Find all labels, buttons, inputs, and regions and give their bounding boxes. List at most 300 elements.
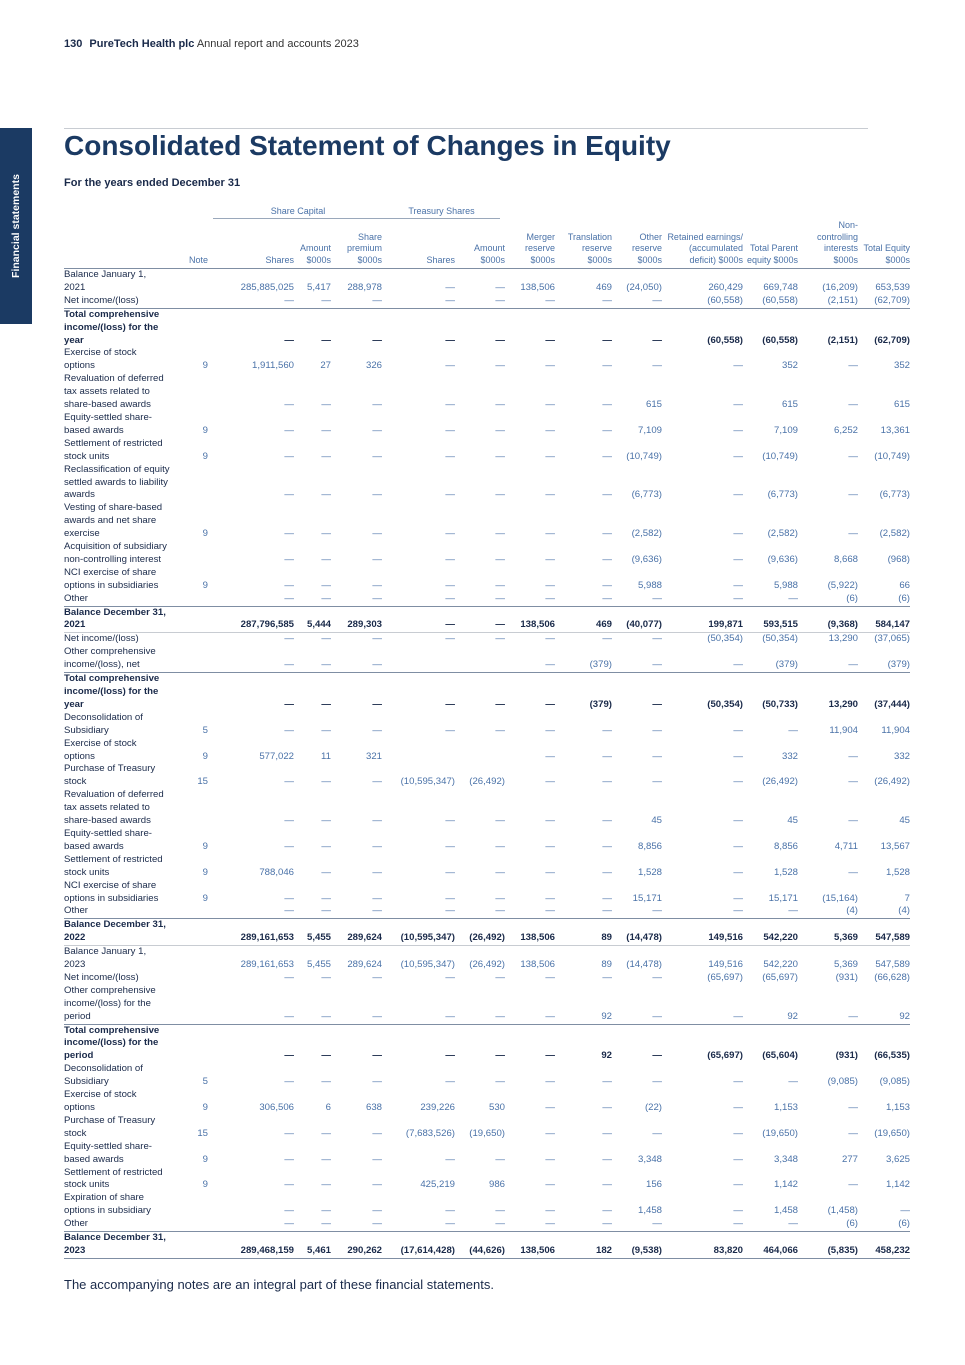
table-cell bbox=[455, 738, 505, 764]
table-cell: — bbox=[602, 1153, 612, 1165]
table-cell: — bbox=[545, 866, 555, 878]
table-cell: — bbox=[495, 489, 505, 501]
table-cell: — bbox=[212, 673, 294, 712]
table-cell: 547,589 bbox=[858, 946, 910, 972]
table-cell: — bbox=[652, 971, 662, 983]
table-row bbox=[64, 295, 910, 308]
table-cell: — bbox=[733, 1205, 743, 1217]
table-cell: — bbox=[848, 815, 858, 827]
table-cell: 1,153 bbox=[885, 1102, 910, 1113]
row-note: 9 bbox=[202, 1102, 208, 1113]
table-cell: — bbox=[331, 673, 382, 712]
table-cell: — bbox=[331, 1024, 382, 1063]
table-cell: — bbox=[445, 1010, 455, 1022]
table-cell: — bbox=[495, 815, 505, 827]
column-header: Shares bbox=[382, 220, 455, 269]
table-cell: — bbox=[545, 1010, 555, 1022]
row-note: 5 bbox=[202, 724, 208, 736]
table-cell: 5,988 bbox=[637, 579, 662, 591]
table-cell: — bbox=[602, 1102, 612, 1113]
table-row bbox=[64, 763, 910, 789]
column-header: Amount $000s bbox=[294, 220, 331, 269]
table-cell: 1,528 bbox=[885, 866, 910, 878]
table-cell: (931) bbox=[835, 971, 858, 983]
table-cell: 5,455 bbox=[294, 919, 331, 946]
table-row bbox=[64, 412, 910, 438]
table-row bbox=[64, 1089, 910, 1115]
table-cell: 45 bbox=[787, 815, 798, 827]
table-cell: (9,085) bbox=[879, 1076, 910, 1088]
row-note bbox=[174, 593, 212, 606]
table-cell: — bbox=[545, 1127, 555, 1139]
table-cell: — bbox=[321, 776, 331, 788]
table-cell: — bbox=[321, 724, 331, 736]
row-label: Balance December 31, 2022 bbox=[64, 919, 174, 946]
table-cell: 1,911,560 bbox=[252, 360, 294, 372]
table-cell: 45 bbox=[651, 815, 662, 827]
table-cell: (66,628) bbox=[874, 971, 910, 983]
table-row bbox=[64, 464, 910, 503]
table-cell: — bbox=[372, 579, 382, 591]
table-row bbox=[64, 919, 910, 946]
table-cell: — bbox=[733, 1076, 743, 1088]
table-cell: (10,749) bbox=[762, 450, 798, 462]
table-cell: — bbox=[652, 905, 662, 917]
table-cell: (22) bbox=[644, 1102, 662, 1113]
table-cell: — bbox=[284, 659, 294, 671]
table-cell: — bbox=[545, 724, 555, 736]
table-cell: 277 bbox=[841, 1153, 858, 1165]
table-cell: — bbox=[445, 1076, 455, 1088]
table-cell: — bbox=[372, 776, 382, 788]
table-cell: 788,046 bbox=[259, 866, 294, 878]
row-note: 9 bbox=[202, 840, 208, 852]
table-cell: — bbox=[455, 673, 505, 712]
table-cell: — bbox=[652, 1127, 662, 1139]
section-side-tab-label: Financial statements bbox=[10, 174, 22, 278]
table-cell: — bbox=[284, 1076, 294, 1088]
table-cell: — bbox=[545, 1179, 555, 1191]
table-cell: 92 bbox=[555, 1024, 612, 1063]
table-cell: 3,348 bbox=[773, 1153, 798, 1165]
row-note bbox=[174, 919, 212, 946]
table-cell: — bbox=[505, 308, 555, 347]
row-note: 9 bbox=[202, 424, 208, 436]
table-cell: (4) bbox=[846, 905, 858, 917]
table-cell: (2,582) bbox=[631, 528, 662, 540]
table-cell: — bbox=[445, 815, 455, 827]
table-cell: — bbox=[455, 606, 505, 633]
table-cell: — bbox=[545, 659, 555, 671]
table-cell: — bbox=[382, 1024, 455, 1063]
row-label: Exercise of stock options bbox=[64, 347, 137, 372]
table-cell: — bbox=[372, 866, 382, 878]
column-header: Translation reserve $000s bbox=[555, 220, 612, 269]
row-note: 9 bbox=[202, 579, 208, 591]
column-header: Shares bbox=[212, 220, 294, 269]
table-cell: — bbox=[545, 1076, 555, 1088]
row-label: NCI exercise of share options in subsidiaries bbox=[64, 566, 159, 591]
table-cell: (50,733) bbox=[743, 673, 798, 712]
table-cell: (60,558) bbox=[662, 308, 743, 347]
row-label: Reclassification of equity settled awards to liability awards bbox=[64, 463, 170, 501]
row-label: Purchase of Treasury stock bbox=[64, 1114, 156, 1139]
row-label: Total comprehensive income/(loss) for the period bbox=[64, 1024, 174, 1063]
table-cell: — bbox=[733, 1218, 743, 1230]
table-cell: — bbox=[733, 815, 743, 827]
table-cell: — bbox=[848, 866, 858, 878]
table-cell: — bbox=[733, 1179, 743, 1191]
column-header: Total Parent equity $000s bbox=[743, 220, 798, 269]
table-cell: 289,303 bbox=[331, 606, 382, 633]
row-label: Exercise of stock options bbox=[64, 1089, 137, 1113]
table-cell: 13,290 bbox=[798, 633, 858, 646]
table-cell: 5,417 bbox=[306, 281, 331, 293]
table-row bbox=[64, 269, 910, 295]
table-cell: — bbox=[372, 892, 382, 904]
table-cell: 239,226 bbox=[420, 1102, 455, 1113]
row-label: Purchase of Treasury stock bbox=[64, 763, 156, 788]
table-cell: — bbox=[372, 971, 382, 983]
table-cell: — bbox=[545, 1205, 555, 1217]
table-cell: — bbox=[372, 724, 382, 736]
table-cell: — bbox=[445, 528, 455, 540]
table-cell: — bbox=[602, 776, 612, 788]
table-cell: 5,444 bbox=[294, 606, 331, 633]
table-cell: — bbox=[372, 1153, 382, 1165]
table-cell: — bbox=[284, 971, 294, 983]
table-cell: (62,709) bbox=[858, 308, 910, 347]
table-cell: (6,773) bbox=[767, 489, 798, 501]
table-cell: — bbox=[294, 633, 331, 646]
table-cell: — bbox=[321, 1218, 331, 1230]
table-cell: — bbox=[284, 399, 294, 411]
table-cell: — bbox=[321, 1205, 331, 1217]
table-cell: — bbox=[848, 659, 858, 671]
table-cell: — bbox=[602, 489, 612, 501]
table-cell: — bbox=[788, 1076, 798, 1088]
table-cell: — bbox=[900, 1205, 910, 1217]
table-cell: — bbox=[602, 553, 612, 565]
treasury-shares-group-label: Treasury Shares bbox=[383, 206, 500, 219]
table-cell: — bbox=[602, 750, 612, 762]
footnote: The accompanying notes are an integral part of these financial statements. bbox=[64, 1277, 494, 1292]
table-cell: 15,171 bbox=[632, 892, 662, 904]
table-cell: (379) bbox=[775, 659, 798, 671]
table-cell: 66 bbox=[899, 579, 910, 591]
table-cell: — bbox=[372, 424, 382, 436]
table-cell: — bbox=[495, 1153, 505, 1165]
row-note bbox=[174, 464, 212, 503]
table-cell: 138,506 bbox=[505, 606, 555, 633]
row-note bbox=[174, 646, 212, 672]
table-cell: — bbox=[284, 776, 294, 788]
table-cell: (50,354) bbox=[662, 633, 743, 646]
table-cell: — bbox=[284, 1218, 294, 1230]
table-cell: 289,624 bbox=[331, 946, 382, 972]
table-cell: — bbox=[733, 528, 743, 540]
table-cell: — bbox=[733, 1102, 743, 1113]
table-cell: — bbox=[495, 866, 505, 878]
table-cell: — bbox=[495, 971, 505, 983]
row-note: 5 bbox=[202, 1076, 208, 1088]
table-cell: — bbox=[284, 1010, 294, 1022]
table-row bbox=[64, 567, 910, 593]
row-label: Other bbox=[64, 592, 88, 604]
table-cell bbox=[382, 646, 455, 672]
table-cell: (60,558) bbox=[762, 294, 798, 306]
table-cell: — bbox=[372, 1218, 382, 1230]
table-cell: 326 bbox=[365, 360, 382, 372]
table-cell: — bbox=[602, 294, 612, 306]
table-cell: 8,856 bbox=[637, 840, 662, 852]
table-row bbox=[64, 606, 910, 633]
table-cell: — bbox=[848, 1102, 858, 1113]
table-row bbox=[64, 985, 910, 1024]
table-cell: — bbox=[545, 528, 555, 540]
table-cell: (6,773) bbox=[631, 489, 662, 501]
table-cell: (2,582) bbox=[767, 528, 798, 540]
row-label: Net income/(loss) bbox=[64, 633, 174, 646]
table-row bbox=[64, 373, 910, 412]
table-row bbox=[64, 946, 910, 972]
table-cell: (9,085) bbox=[827, 1076, 858, 1088]
table-cell: (14,478) bbox=[612, 919, 662, 946]
row-label: Balance December 31, 2023 bbox=[64, 1232, 174, 1259]
table-cell: 92 bbox=[899, 1010, 910, 1022]
table-cell: — bbox=[602, 424, 612, 436]
table-cell: 7,109 bbox=[637, 424, 662, 436]
row-label: Acquisition of subsidiary non-controlling interest bbox=[64, 541, 167, 565]
table-row bbox=[64, 1192, 910, 1218]
table-row bbox=[64, 972, 910, 985]
row-label: Settlement of restricted stock units bbox=[64, 853, 163, 878]
row-note bbox=[174, 946, 212, 972]
table-cell: 1,528 bbox=[773, 866, 798, 878]
table-cell: — bbox=[602, 1179, 612, 1191]
table-row bbox=[64, 593, 910, 606]
column-header: Merger reserve $000s bbox=[505, 220, 555, 269]
table-cell: — bbox=[495, 1076, 505, 1088]
table-cell: 5,988 bbox=[773, 579, 798, 591]
table-cell: — bbox=[321, 815, 331, 827]
row-label: Balance January 1, 2021 bbox=[64, 269, 147, 293]
table-cell: — bbox=[652, 1218, 662, 1230]
table-cell: — bbox=[284, 905, 294, 917]
running-header bbox=[64, 38, 359, 50]
table-cell: — bbox=[612, 1024, 662, 1063]
table-cell: — bbox=[612, 633, 662, 646]
table-cell: 593,515 bbox=[743, 606, 798, 633]
table-cell: 306,506 bbox=[259, 1102, 294, 1113]
table-cell: — bbox=[602, 971, 612, 983]
table-cell: — bbox=[321, 579, 331, 591]
table-cell: (6) bbox=[846, 1218, 858, 1230]
table-cell: (14,478) bbox=[612, 946, 662, 972]
table-cell: 669,748 bbox=[763, 281, 798, 293]
table-cell: — bbox=[495, 553, 505, 565]
table-cell: 289,468,159 bbox=[212, 1232, 294, 1259]
table-cell: — bbox=[495, 1218, 505, 1230]
table-cell: — bbox=[321, 1010, 331, 1022]
table-row bbox=[64, 789, 910, 828]
table-cell: — bbox=[495, 528, 505, 540]
table-cell: 7,109 bbox=[773, 424, 798, 436]
table-cell: (24,050) bbox=[626, 281, 662, 293]
table-cell: — bbox=[555, 633, 612, 646]
table-cell: — bbox=[372, 1076, 382, 1088]
table-cell: — bbox=[495, 892, 505, 904]
row-label: Other comprehensive income/(loss), net bbox=[64, 646, 156, 671]
table-cell: (50,354) bbox=[743, 633, 798, 646]
row-note: 9 bbox=[202, 528, 208, 540]
table-cell: 7 bbox=[904, 892, 910, 904]
table-row bbox=[64, 1167, 910, 1193]
table-cell: (10,749) bbox=[874, 450, 910, 462]
table-cell: 289,161,653 bbox=[212, 919, 294, 946]
table-cell: (968) bbox=[887, 553, 910, 565]
table-row bbox=[64, 673, 910, 712]
table-cell: — bbox=[445, 579, 455, 591]
table-cell: — bbox=[445, 1153, 455, 1165]
table-cell: — bbox=[733, 750, 743, 762]
table-cell: 13,290 bbox=[798, 673, 858, 712]
table-cell: — bbox=[652, 360, 662, 372]
table-cell: 638 bbox=[365, 1102, 382, 1113]
table-row bbox=[64, 712, 910, 738]
table-cell: 13,361 bbox=[880, 424, 910, 436]
table-cell: — bbox=[445, 450, 455, 462]
table-cell: (9,538) bbox=[612, 1232, 662, 1259]
table-cell: — bbox=[284, 528, 294, 540]
table-cell: — bbox=[284, 1179, 294, 1191]
table-row bbox=[64, 905, 910, 918]
table-cell: 287,796,585 bbox=[212, 606, 294, 633]
table-cell: — bbox=[495, 281, 505, 293]
table-cell: — bbox=[372, 528, 382, 540]
table-cell: — bbox=[445, 905, 455, 917]
table-row bbox=[64, 1141, 910, 1167]
table-cell: 332 bbox=[781, 750, 798, 762]
table-cell: (2,151) bbox=[798, 308, 858, 347]
table-cell: (37,444) bbox=[858, 673, 910, 712]
table-cell: — bbox=[445, 281, 455, 293]
table-cell: 3,625 bbox=[885, 1153, 910, 1165]
row-note bbox=[174, 1024, 212, 1063]
table-cell: — bbox=[284, 553, 294, 565]
table-cell: 285,885,025 bbox=[240, 281, 294, 293]
table-cell: — bbox=[372, 399, 382, 411]
page-number: 130 bbox=[64, 38, 83, 50]
table-cell: — bbox=[848, 399, 858, 411]
row-note bbox=[174, 673, 212, 712]
table-cell: — bbox=[848, 1127, 858, 1139]
table-cell: (379) bbox=[589, 659, 612, 671]
row-note bbox=[174, 606, 212, 633]
table-cell: (60,558) bbox=[707, 294, 743, 306]
table-cell: 13,567 bbox=[880, 840, 910, 852]
table-cell: — bbox=[733, 360, 743, 372]
table-cell: (10,595,347) bbox=[382, 919, 455, 946]
table-cell: 156 bbox=[645, 1179, 662, 1191]
table-cell: — bbox=[372, 840, 382, 852]
table-cell: — bbox=[284, 489, 294, 501]
table-cell: — bbox=[372, 1127, 382, 1139]
table-cell: — bbox=[733, 579, 743, 591]
table-cell: (6) bbox=[846, 592, 858, 604]
table-cell: 11,904 bbox=[881, 724, 910, 736]
table-cell: (65,697) bbox=[762, 971, 798, 983]
table-cell: — bbox=[495, 905, 505, 917]
table-cell: — bbox=[495, 840, 505, 852]
table-cell: — bbox=[321, 1153, 331, 1165]
table-cell: — bbox=[848, 750, 858, 762]
table-cell: 92 bbox=[601, 1010, 612, 1022]
table-cell: 89 bbox=[555, 946, 612, 972]
table-cell: — bbox=[505, 673, 555, 712]
table-cell: — bbox=[294, 308, 331, 347]
table-row bbox=[64, 502, 910, 541]
company-name: PureTech Health plc bbox=[89, 38, 195, 50]
equity-table bbox=[64, 220, 910, 1259]
share-capital-group-label: Share Capital bbox=[213, 206, 383, 219]
table-cell: — bbox=[545, 592, 555, 604]
table-cell: — bbox=[372, 1179, 382, 1191]
table-cell: 352 bbox=[781, 360, 798, 372]
table-cell: (37,065) bbox=[858, 633, 910, 646]
column-header: Amount $000s bbox=[455, 220, 505, 269]
table-cell: 615 bbox=[893, 399, 910, 411]
page-title: Consolidated Statement of Changes in Equity bbox=[64, 130, 671, 161]
table-cell: 5,461 bbox=[294, 1232, 331, 1259]
row-label: Equity-settled share-based awards bbox=[64, 411, 152, 436]
table-cell: 11 bbox=[321, 750, 331, 762]
row-note: 9 bbox=[202, 450, 208, 462]
row-label: Balance December 31, 2021 bbox=[64, 606, 174, 633]
table-cell: 5,369 bbox=[798, 946, 858, 972]
table-cell: (9,636) bbox=[631, 553, 662, 565]
table-cell: 615 bbox=[781, 399, 798, 411]
table-cell: — bbox=[382, 308, 455, 347]
table-cell: (6,773) bbox=[879, 489, 910, 501]
table-cell: 352 bbox=[893, 360, 910, 372]
table-cell: — bbox=[545, 971, 555, 983]
table-cell: — bbox=[602, 592, 612, 604]
table-cell: 92 bbox=[787, 1010, 798, 1022]
page-subtitle: For the years ended December 31 bbox=[64, 177, 241, 189]
table-cell: — bbox=[733, 659, 743, 671]
table-cell: — bbox=[652, 724, 662, 736]
table-cell: 89 bbox=[555, 919, 612, 946]
row-label: Settlement of restricted stock units bbox=[64, 1166, 163, 1191]
table-cell: — bbox=[331, 633, 382, 646]
row-note bbox=[174, 633, 212, 646]
table-cell: — bbox=[602, 840, 612, 852]
table-cell: — bbox=[652, 1076, 662, 1088]
row-label: Settlement of restricted stock units bbox=[64, 437, 163, 462]
table-cell: — bbox=[848, 1179, 858, 1191]
column-header: Retained earnings/ (accumulated deficit) $000s bbox=[662, 220, 743, 269]
table-cell: — bbox=[652, 659, 662, 671]
table-cell: (50,354) bbox=[662, 673, 743, 712]
table-cell: — bbox=[545, 1218, 555, 1230]
table-cell: — bbox=[294, 673, 331, 712]
row-note bbox=[174, 295, 212, 308]
table-cell: — bbox=[602, 1205, 612, 1217]
table-cell: — bbox=[545, 489, 555, 501]
row-note bbox=[174, 308, 212, 347]
row-label: Revaluation of deferred tax assets related to share-based awards bbox=[64, 373, 164, 411]
